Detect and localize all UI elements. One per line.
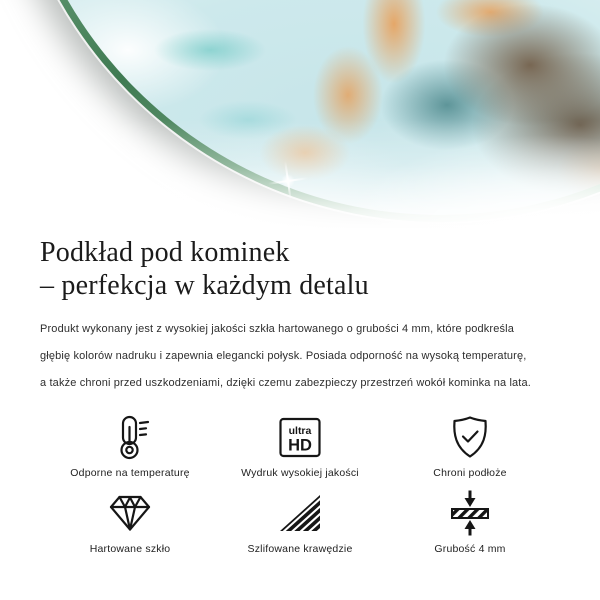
feature-print-quality: [215, 413, 385, 479]
sparkle-glow: [280, 173, 296, 189]
page-title-line2: – perfekcja w każdym detalu: [40, 270, 369, 301]
feature-label: Odporne na temperaturę: [70, 467, 190, 479]
product-description: [40, 316, 560, 397]
description-line: Produkt wykonany jest z wysokiej jakości szkła hartowanego o grubości 4 mm, które podkreśla: [40, 323, 515, 335]
sparkle-icon: [265, 158, 310, 203]
page-title-line1: Podkład pod kominek: [40, 237, 290, 268]
feature-label: Wydruk wysokiej jakości: [241, 467, 359, 479]
product-hero-image: [0, 0, 600, 230]
feature-grid: [45, 413, 555, 555]
feature-tempered-glass: [45, 489, 215, 555]
feature-polished-edges: [215, 489, 385, 555]
feature-label: Grubość 4 mm: [434, 543, 506, 555]
product-description-section: [0, 236, 600, 555]
shield-check-icon: [446, 413, 494, 461]
thermometer-icon: [106, 413, 154, 461]
feature-temperature: [45, 413, 215, 479]
polished-edges-icon: [276, 489, 324, 537]
thickness-arrows-icon: [446, 489, 494, 537]
description-line: a także chroni przed uszkodzeniami, dzięki czemu zabezpieczy przestrzeń wokół kominka na lata.: [40, 377, 531, 389]
page-title: [40, 236, 560, 302]
feature-label: Chroni podłoże: [433, 467, 507, 479]
diamond-icon: [106, 489, 154, 537]
description-line: głębię kolorów nadruku i zapewnia elegancki połysk. Posiada odporność na wysoką temperaturę,: [40, 350, 527, 362]
svg-text:HD: HD: [288, 436, 312, 455]
svg-text:ultra: ultra: [288, 425, 312, 437]
ultra-hd-icon: [276, 413, 324, 461]
feature-protects-floor: [385, 413, 555, 479]
feature-label: Szlifowane krawędzie: [247, 543, 353, 555]
feature-label: Hartowane szkło: [89, 543, 171, 555]
feature-thickness: [385, 489, 555, 555]
